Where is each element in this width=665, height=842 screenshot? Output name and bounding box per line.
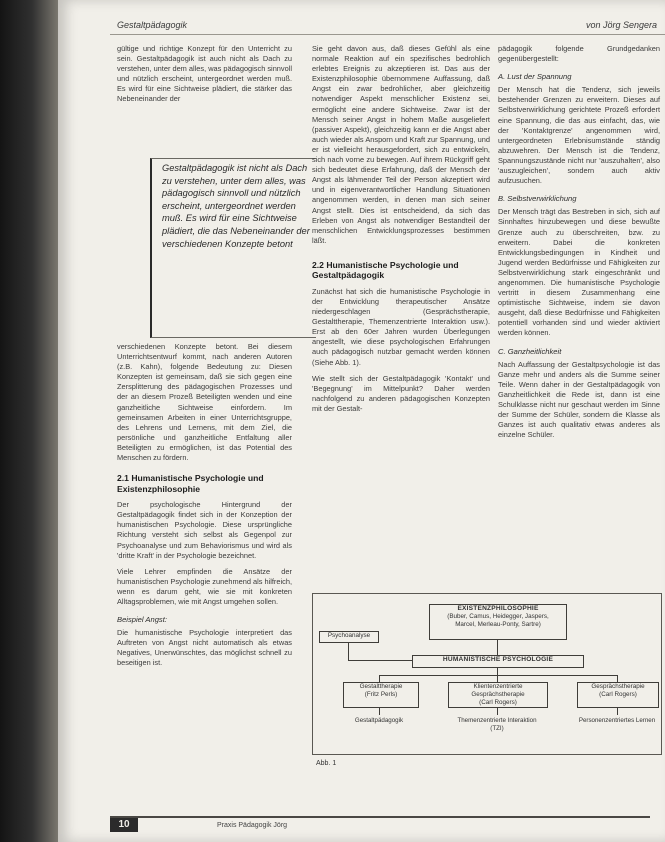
diagram-connector — [497, 667, 498, 675]
diagram-box-humanistische-psychologie — [412, 655, 584, 668]
book-binding — [0, 0, 58, 842]
diagram-box-gestalttherapie — [343, 682, 419, 708]
diagram-box-text: Gestalttherapie — [359, 683, 403, 690]
footer-rule — [110, 816, 650, 818]
column-2 — [312, 44, 490, 420]
figure-diagram — [312, 593, 662, 755]
column-1-top — [117, 44, 292, 111]
diagram-connector — [379, 707, 380, 715]
paragraph: Wie stellt sich der Gestaltpädagogik 'Kontakt' und 'Begegnung' im Mittelpunkt? Daher werden nachfolgend zu anderen pädagogischen Konzepten mit der Gestalt- — [312, 373, 490, 413]
paragraph: verschiedenen Konzepte betont. Bei diesem Unterrichtsentwurf kommt, nach anderen Autoren (z.B. Kahn), folgende Bedeutung zu: Diesen Konzepten ist gemeinsam, daß sie sich gegen eine Zersplitterung des pädagogischen Prozesses und der an diesem Prozeß Beteiligten wenden und eine ganzheitliche Sichtweise einfordern. Im gemeinsamen Arbeiten in einer Unterrichtsgruppe, des Lehrens und Lernens, mit dem Ziel, die persönliche und ganzheitliche Entfaltung aller Beteiligten zu ermöglichen, ist das Potential des Menschen zu fördern. — [117, 342, 292, 463]
diagram-connector — [348, 660, 412, 661]
diagram-connector — [379, 675, 617, 676]
diagram-connector — [497, 639, 498, 655]
diagram-box-text: Klientenzentrierte Gesprächstherapie — [471, 683, 525, 698]
paragraph: pädagogik folgende Grundgedanken gegenübergestellt: — [498, 44, 660, 64]
subheading-a: A. Lust der Spannung — [498, 72, 572, 82]
figure-caption: Abb. 1 — [316, 760, 337, 767]
paragraph: Nach Auffassung der Gestaltpsychologie ist das Ganze mehr und anders als die Summe seiner Teile. Wenn daher in der Gestaltpädagogik von Ganzheitlichkeit die Rede ist, dann ist eine Schulklasse nicht nur geschaut werden im Sinne der Summe der Schüler, sondern die Klasse als Ganzes ist auch qualitativ etwas anderes als einzelne Schüler. — [498, 359, 660, 440]
paragraph: Viele Lehrer empfinden die Ansätze der humanistischen Psychologie zunehmend als hilfreich, wenn es darum geht, wie sie mit konkreten Alltagsproblemen, wie mit Angst umgehen sollen. — [117, 566, 293, 606]
diagram-box-text: (Buber, Camus, Heidegger, Jaspers, — [447, 613, 549, 620]
footer-text: Praxis Pädagogik Jörg — [217, 822, 288, 829]
diagram-box-text: Psychoanalyse — [327, 632, 371, 639]
diagram-label-tzi: Themenzentrierte Interaktion (TZI) — [457, 717, 537, 732]
paragraph: Sie geht davon aus, daß dieses Gefühl als eine normale Reaktion auf ein spezifisches bedrohlich erlebtes Ereignis zu akzeptieren ist. Das aus der Existenzphilosophie übernommene Auffassung, daß Angst ein zwar bedrohlicher, aber gleichzeitig notwendiger Aspekt menschlicher Existenz sei, ermöglicht eine andere Sichtweise. Zwar ist der Mensch seiner Angst in hohem Maße ausgeliefert (passiver Aspekt), gleichzeitig kann er die Angst aber auch wieder als Ansporn und Kraft zur Spannung, und er ist vielleicht herausgefordert, sich zu entwickeln, sich nach vorne zu bewegen. Auf ihrem Rückgriff geht sich bedeutet diese Erfahrung, daß der Mensch der Angst als lähmender Teil der Person akzeptiert wird und in eigenverantwortlicher Handlung Situationen angenommen werden, in denen man sich seiner Angst stellt. Dies ist entscheidend, da sich das Erleben von Angst als notwendiger Bestandteil der menschlichen Entwicklungsprozesses bestimmen läßt. — [312, 44, 490, 245]
subheading-c: C. Ganzheitlichkeit — [498, 346, 562, 356]
diagram-connector — [617, 707, 618, 715]
diagram-box-gespraechstherapie — [577, 682, 659, 708]
diagram-connector — [497, 675, 498, 682]
paragraph: Der Mensch trägt das Bestreben in sich, sich auf Sinnhaftes hinzubewegen und diese bewußte Grenze auch zu überschreiten, bzw. zu erweitern. Dabei die konkreten Entwicklungsbedingungen in Kindheit und Jugend werden Bedürfnisse und Fähigkeiten zur Selbstverwirklichung stark eingeschränkt und angenommen. Die humanistische Psychologie vertritt in diesem Zusammenhang eine optimistische Sichtweise, indem sie davon ausgeht, daß diese Bedürfnisse und Fähigkeiten potentiell vorhanden sind und wieder aktiviert werden können. — [498, 207, 660, 338]
paragraph: Der psychologische Hintergrund der Gestaltpädagogik findet sich in der Konzeption der humanistischen Psychologie. Diese ursprüngliche Richtung versteht sich selbst als Gegenpol zur Psychoanalyse und zum Behaviorismus und wird als 'dritte Kraft' in der Psychologie bezeichnet. — [117, 500, 292, 560]
section-heading-2-2: 2.2 Humanistische Psychologie und Gestaltpädagogik — [312, 259, 459, 281]
diagram-box-psychoanalyse — [319, 631, 379, 643]
diagram-box-text: Gesprächstherapie — [591, 683, 645, 690]
pull-quote: Gestaltpädagogik ist nicht als Dach zu verstehen, unter dem alles, was pädagogisch sinnvoll und nützlich erscheint, untergeordnet werden muß. Es wird für eine Sichtweise plädiert, die das Nebeneinander der verschiedenen Konzepte betont — [150, 158, 316, 338]
diagram-box-text: (Fritz Perls) — [364, 691, 398, 698]
diagram-connector — [348, 642, 349, 660]
subheading-b: B. Selbstverwirklichung — [498, 194, 577, 204]
page-number: 10 — [110, 818, 138, 832]
diagram-box-existenzphilosophie — [429, 604, 567, 640]
paragraph: Zunächst hat sich die humanistische Psychologie in der Entwicklung therapeutischer Ansätze niedergeschlagen (Gesprächstherapie, Gestalttherapie, Themenzentrierte Interaktion usw.). Erst ab den 60er Jahren wurden Überlegungen angestellt, wie diese psychologischen Erfahrungen auch pädagogisch nutzbar gemacht werden können (Siehe Abb. 1). — [312, 286, 490, 367]
header-rule — [110, 34, 665, 35]
paragraph: Der Mensch hat die Tendenz, sich jeweils bestehender Grenzen zu erweitern. Dieses auf Selbstverwirklichung gerichtete Prozeß erfordert eine Spannung, die das aus einfacht, das, wie der 'Kontaktgrenze' angenommen wird, untergeordneten Erlebnisumstände ständig abzuwehren. Der Mensch ist die Tendenz, Spannungszustände nicht nur 'auszuhalten', also 'auszugleichen', sondern auch aktiv aufzusuchen. — [498, 85, 660, 186]
diagram-box-klientenzentriert — [448, 682, 548, 708]
diagram-connector — [497, 707, 498, 715]
diagram-label-gestaltpaedagogik: Gestaltpädagogik — [354, 717, 404, 724]
section-heading-2-1: 2.1 Humanistische Psychologie und Existenzphilosophie — [117, 473, 264, 494]
running-head-right: von Jörg Sengera — [585, 20, 657, 30]
paragraph: gültige und richtige Konzept für den Unterricht zu sein. Gestaltpädagogik ist auch nicht als Dach zu verstehen, unter dem alles, was pädagogisch sinnvoll und nützlich erscheint, untergeordnet werden muß. Es wird für eine Sichtweise plädiert, die stärker das Nebeneinander der — [117, 44, 293, 104]
running-head-left: Gestaltpädagogik — [117, 20, 188, 30]
column-1-bottom — [117, 342, 292, 675]
diagram-box-title: HUMANISTISCHE PSYCHOLOGIE — [442, 656, 554, 663]
diagram-box-text: (Carl Rogers) — [479, 699, 517, 706]
column-3 — [498, 44, 660, 446]
diagram-box-text: (Carl Rogers) — [599, 691, 637, 698]
diagram-label-personenzentriert: Personenzentriertes Lernen — [578, 717, 656, 724]
diagram-connector — [617, 675, 618, 682]
paragraph: Die humanistische Psychologie interpretiert das Auftreten von Angst nicht automatisch als etwas Negatives, Unerwünschtes, das möglichst schnell zu beseitigen ist. — [117, 628, 292, 668]
diagram-box-title: EXISTENZPHILOSOPHIE — [457, 605, 539, 612]
example-heading: Beispiel Angst: — [117, 615, 167, 625]
diagram-box-text: Marcel, Merleau-Ponty, Sartre) — [455, 621, 541, 628]
diagram-connector — [379, 675, 380, 682]
